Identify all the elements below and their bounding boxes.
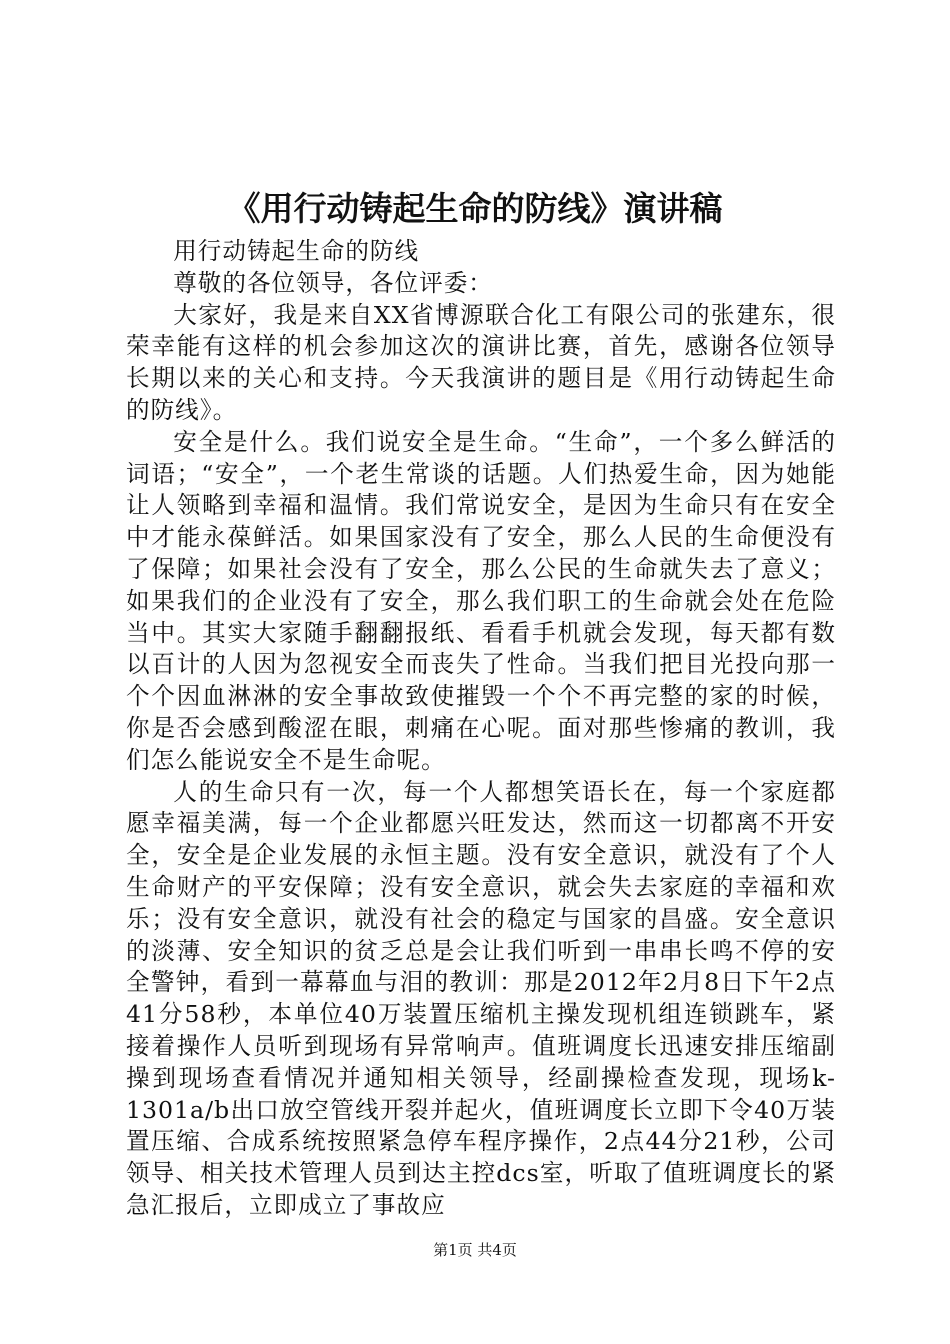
body-paragraph: 安全是什么。我们说安全是生命。“生命”，一个多么鲜活的词语；“安全”，一个老生常谈的话题。人们热爱生命，因为她能让人领略到幸福和温情。我们常说安全，是因为生命只有在安全中才能永葆鲜活。如果国家没有了安全，那么人民的生命便没有了保障；如果社会没有了安全，那么公民的生命就失去了意义；如果我们的企业没有了安全，那么我们职工的生命就会处在危险当中。其实大家随手翻翻报纸、看看手机就会发现，每天都有数以百计的人因为忽视安全而丧失了性命。当我们把目光投向那一个个因血淋淋的安全事故致使摧毁一个个不再完整的家的时候，你是否会感到酸涩在眼，刺痛在心呢。面对那些惨痛的教训，我们怎么能说安全不是生命呢。 (126, 427, 836, 774)
subtitle-paragraph: 用行动铸起生命的防线 (173, 237, 420, 265)
body-paragraph: 人的生命只有一次，每一个人都想笑语长在，每一个家庭都愿幸福美满，每一个企业都愿兴旺发达，然而这一切都离不开安全，安全是企业发展的永恒主题。没有安全意识，就没有了个人生命财产的平安保障；没有安全意识，就会失去家庭的幸福和欢乐；没有安全意识，就没有社会的稳定与国家的昌盛。安全意识的淡薄、安全知识的贫乏总是会让我们听到一串串长鸣不停的安全警钟，看到一幕幕血与泪的教训：那是2012年2月8日下午2点41分58秒，本单位40万装置压缩机主操发现机组连锁跳车，紧接着操作人员听到现场有异常响声。值班调度长迅速安排压缩副操到现场查看情况并通知相关领导，经副操检查发现，现场k-1301a/b出口放空管线开裂并起火，值班调度长立即下令40万装置压缩、合成系统按照紧急停车程序操作，2点44分21秒，公司领导、相关技术管理人员到达主控dcs室，听取了值班调度长的紧急汇报后，立即成立了事故应 (126, 777, 836, 1219)
body-paragraph: 大家好，我是来自XX省博源联合化工有限公司的张建东，很荣幸能有这样的机会参加这次的演讲比赛，首先，感谢各位领导长期以来的关心和支持。今天我演讲的题目是《用行动铸起生命的防线》。 (126, 300, 836, 424)
salutation-paragraph: 尊敬的各位领导，各位评委： (173, 268, 493, 297)
document-body (126, 236, 836, 1222)
page-number-footer: 第1页 共4页 (433, 1241, 517, 1259)
document-title: 《用行动铸起生命的防线》演讲稿 (227, 189, 723, 228)
